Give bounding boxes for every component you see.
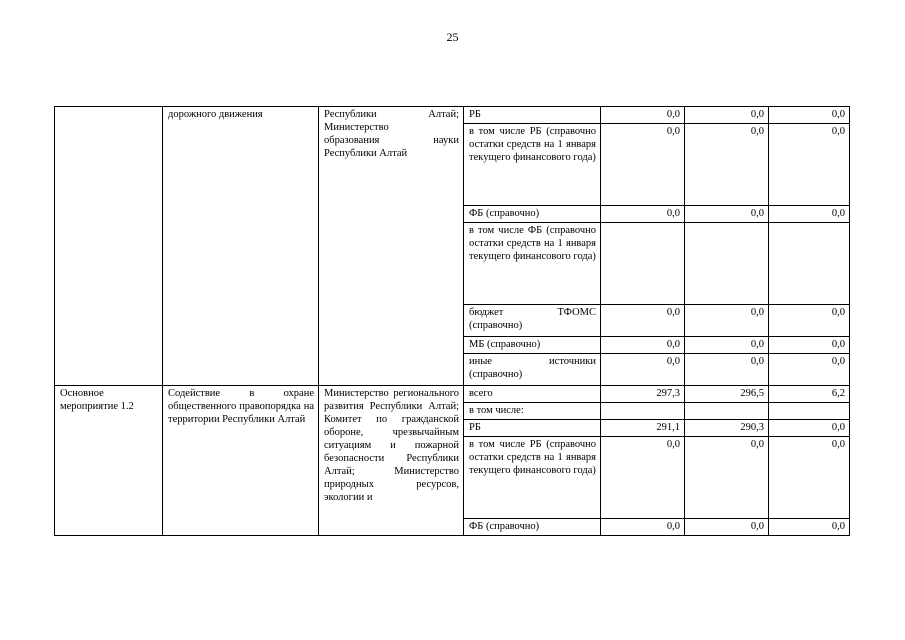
value-cell: 0,0: [685, 124, 769, 206]
value-cell: 0,0: [601, 354, 685, 386]
measure-name-cell: дорожного движения: [163, 107, 319, 386]
value-cell: [769, 403, 850, 420]
source-cell: всего: [464, 386, 601, 403]
source-cell: ФБ (справочно): [464, 206, 601, 223]
executor-line: образования науки: [324, 135, 459, 146]
value-cell: 0,0: [685, 354, 769, 386]
value-cell: [685, 403, 769, 420]
value-cell: 290,3: [685, 420, 769, 437]
value-cell: 297,3: [601, 386, 685, 403]
value-cell: 0,0: [601, 337, 685, 354]
value-cell: [685, 223, 769, 305]
value-cell: 0,0: [685, 437, 769, 519]
source-cell: в том числе ФБ (справочно остатки средств на 1 января текущего финансового года): [464, 223, 601, 305]
page-number: 25: [446, 30, 459, 44]
value-cell: 0,0: [601, 305, 685, 337]
value-cell: [769, 223, 850, 305]
source-cell: РБ: [464, 107, 601, 124]
value-cell: 0,0: [769, 354, 850, 386]
value-cell: 0,0: [685, 337, 769, 354]
value-cell: 0,0: [685, 107, 769, 124]
executor-line: Республики Алтай;: [324, 109, 459, 120]
value-cell: 296,5: [685, 386, 769, 403]
value-cell: 0,0: [601, 519, 685, 536]
value-cell: [601, 403, 685, 420]
value-cell: 0,0: [769, 337, 850, 354]
value-cell: 6,2: [769, 386, 850, 403]
measure-cell: Основное мероприятие 1.2: [55, 386, 163, 536]
source-cell: МБ (справочно): [464, 337, 601, 354]
source-cell: иные источники (справочно): [464, 354, 601, 386]
measure-name-cell: Содействие в охране общественного правопорядка на территории Республики Алтай: [163, 386, 319, 536]
executor-cell: [319, 107, 464, 386]
value-cell: 0,0: [769, 420, 850, 437]
executor-cell: Министерство регионального развития Республики Алтай; Комитет по гражданской обороне, чрезвычайным ситуациям и пожарной безопасности Республики Алтай; Министерство природных ресурсов, экологии и: [319, 386, 464, 536]
source-cell: в том числе РБ (справочно остатки средств на 1 января текущего финансового года): [464, 124, 601, 206]
value-cell: 0,0: [601, 124, 685, 206]
value-cell: 0,0: [769, 305, 850, 337]
table-row: [55, 386, 850, 403]
source-cell: РБ: [464, 420, 601, 437]
table-row: [55, 107, 850, 124]
executor-line: Республики Алтай: [324, 148, 408, 159]
value-cell: 0,0: [601, 437, 685, 519]
value-cell: 0,0: [685, 206, 769, 223]
value-cell: 0,0: [685, 305, 769, 337]
value-cell: 0,0: [685, 519, 769, 536]
value-cell: 0,0: [769, 437, 850, 519]
value-cell: 0,0: [601, 206, 685, 223]
value-cell: [601, 223, 685, 305]
executor-line: Министерство: [324, 122, 389, 133]
value-cell: 0,0: [769, 107, 850, 124]
value-cell: 291,1: [601, 420, 685, 437]
source-cell: бюджет ТФОМС (справочно): [464, 305, 601, 337]
source-cell: в том числе:: [464, 403, 601, 420]
budget-table: [54, 106, 850, 536]
measure-cell: [55, 107, 163, 386]
value-cell: 0,0: [601, 107, 685, 124]
source-cell: ФБ (справочно): [464, 519, 601, 536]
source-cell: в том числе РБ (справочно остатки средств на 1 января текущего финансового года): [464, 437, 601, 519]
value-cell: 0,0: [769, 206, 850, 223]
value-cell: 0,0: [769, 124, 850, 206]
value-cell: 0,0: [769, 519, 850, 536]
